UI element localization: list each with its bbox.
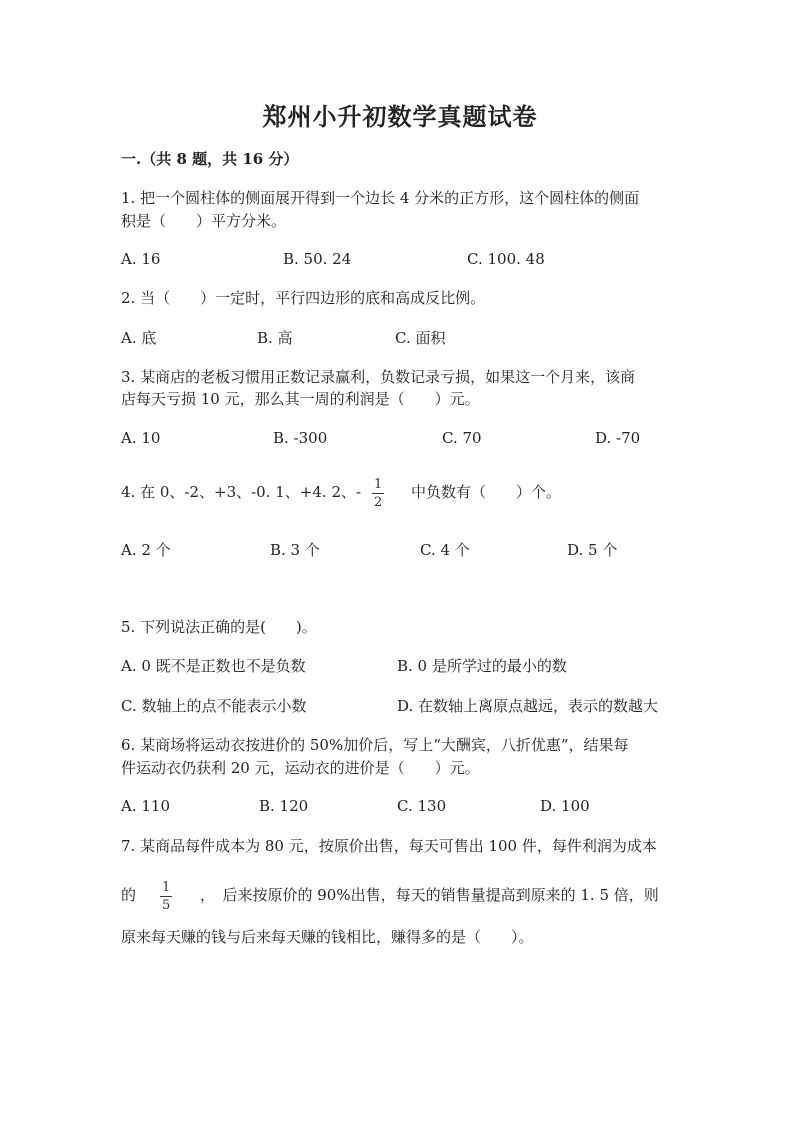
question-1-line-2: 积是（ ）平方分米。 <box>121 212 287 230</box>
question-2-line-1: 2. 当（ ）一定时，平行四边形的底和高成反比例。 <box>121 289 486 307</box>
fraction-one-fifth <box>160 881 172 912</box>
question-7-line-1: 7. 某商品每件成本为 80 元，按原价出售，每天可售出 100 件，每件利润为成本 <box>121 837 657 855</box>
question-5-option-d: D. 在数轴上离原点越远，表示的数越大 <box>397 697 659 715</box>
question-3-option-a: A. 10 <box>121 429 161 447</box>
question-6-line-2: 件运动衣仍获利 20 元，运动衣的进价是（ ）元。 <box>121 759 480 777</box>
question-6-option-d: D. 100 <box>540 797 590 815</box>
fraction-numerator: 1 <box>162 880 171 895</box>
question-2-option-a: A. 底 <box>121 329 157 347</box>
question-6-option-a: A. 110 <box>121 797 170 815</box>
question-1-option-c: C. 100. 48 <box>467 250 545 268</box>
question-1-option-a: A. 16 <box>121 250 161 268</box>
fraction-denominator: 2 <box>374 495 383 510</box>
question-3-option-c: C. 70 <box>442 429 482 447</box>
question-1-line-1: 1. 把一个圆柱体的侧面展开得到一个边长 4 分米的正方形，这个圆柱体的侧面 <box>121 189 640 207</box>
question-4-text-after: 中负数有（ ）个。 <box>411 483 562 501</box>
question-4-option-d: D. 5 个 <box>567 541 618 559</box>
question-3-line-1: 3. 某商店的老板习惯用正数记录赢利，负数记录亏损，如果这一个月来，该商 <box>121 368 636 386</box>
question-6-line-1: 6. 某商场将运动衣按进价的 50%加价后，写上“大酬宾，八折优惠”，结果每 <box>121 736 629 754</box>
question-4-text-before: 4. 在 0、-2、+3、-0. 1、+4. 2、- <box>121 483 362 501</box>
question-4-option-c: C. 4 个 <box>420 541 470 559</box>
section-heading: 一.（共 8 题，共 16 分） <box>121 150 299 168</box>
fraction-denominator: 5 <box>162 898 171 913</box>
question-3-option-d: D. -70 <box>595 429 641 447</box>
question-1-option-b: B. 50. 24 <box>283 250 352 268</box>
question-6-option-b: B. 120 <box>259 797 309 815</box>
question-7-line-2-after: ， 后来按原价的 90%出售，每天的销售量提高到原来的 1. 5 倍，则 <box>200 886 659 904</box>
question-6-option-c: C. 130 <box>397 797 447 815</box>
question-5-option-b: B. 0 是所学过的最小的数 <box>397 657 567 675</box>
question-5-option-c: C. 数轴上的点不能表示小数 <box>121 697 307 715</box>
question-4-option-b: B. 3 个 <box>270 541 320 559</box>
question-3-line-2: 店每天亏损 10 元，那么其一周的利润是（ ）元。 <box>121 390 480 408</box>
question-2-option-c: C. 面积 <box>395 329 446 347</box>
question-2-option-b: B. 高 <box>257 329 293 347</box>
question-7-line-2-before: 的 <box>121 886 137 904</box>
question-5-option-a: A. 0 既不是正数也不是负数 <box>121 657 306 675</box>
question-7-line-3: 原来每天赚的钱与后来每天赚的钱相比，赚得多的是（ ）。 <box>121 928 534 946</box>
question-3-option-b: B. -300 <box>273 429 328 447</box>
question-5-line-1: 5. 下列说法正确的是( )。 <box>121 618 317 636</box>
fraction-one-half <box>372 478 384 509</box>
page-title: 郑州小升初数学真题试卷 <box>262 102 538 131</box>
fraction-numerator: 1 <box>374 477 383 492</box>
question-4-option-a: A. 2 个 <box>121 541 171 559</box>
